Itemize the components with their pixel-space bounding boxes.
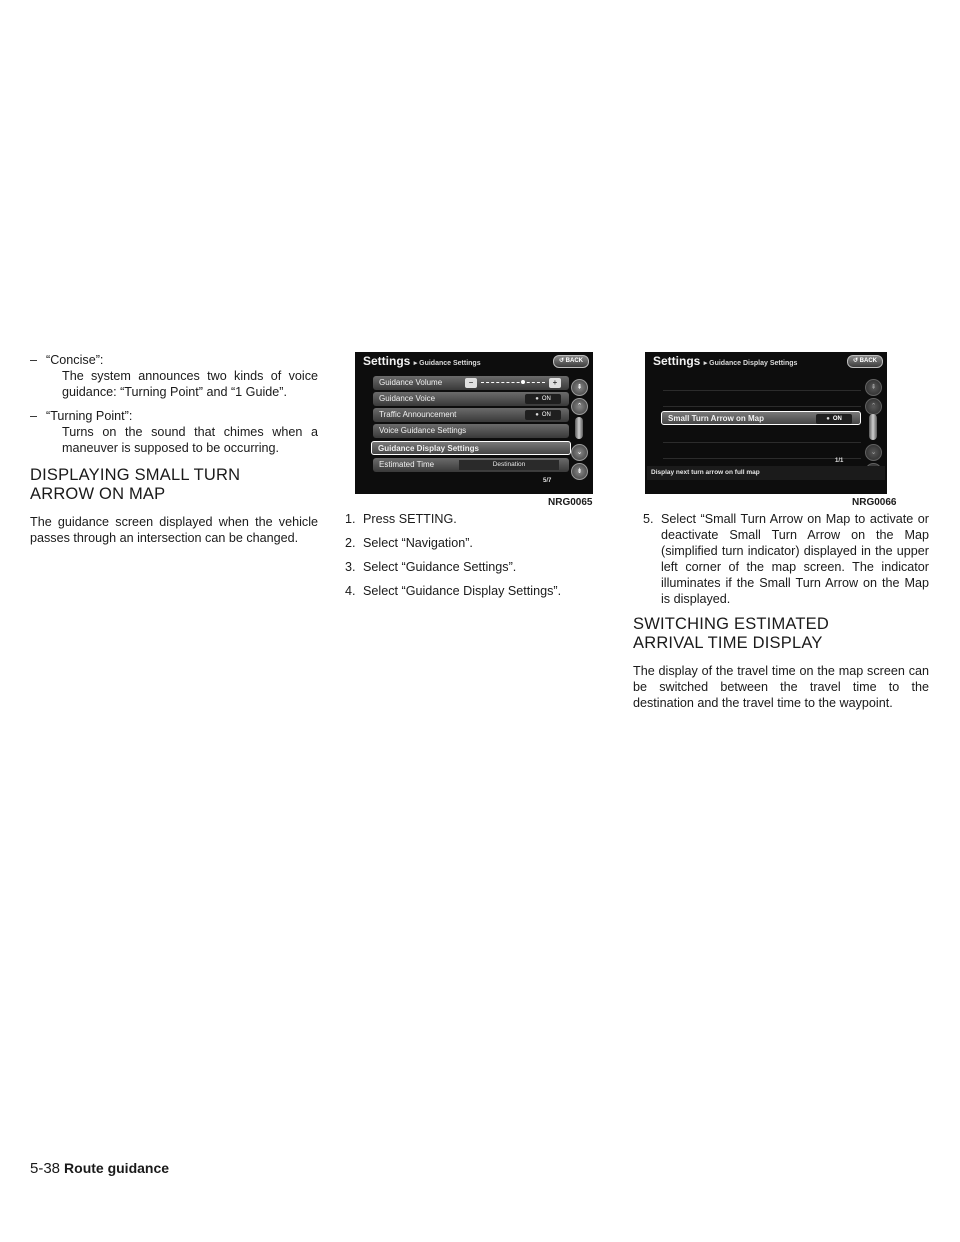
back-label: BACK <box>859 358 878 364</box>
scroll-up-icon[interactable]: ⌃ <box>571 398 588 415</box>
bullet-text: The system announces two kinds of voice guidance: “Turning Point” and “1 Guide”. <box>62 369 318 399</box>
menu-row-label: Guidance Volume <box>379 378 443 387</box>
menu-row-guidance-volume[interactable] <box>373 376 569 390</box>
status-bar <box>647 466 885 480</box>
bullet-turning-point <box>30 408 318 456</box>
right-column <box>633 511 929 711</box>
empty-row <box>663 376 861 391</box>
volume-minus-button[interactable]: − <box>465 378 477 388</box>
step-number: 1. <box>345 512 356 526</box>
scrollbar[interactable] <box>869 414 877 440</box>
screen-title-text: Settings <box>653 354 701 368</box>
back-button[interactable] <box>553 355 589 368</box>
menu-row-small-turn-arrow[interactable] <box>661 411 861 425</box>
toggle-on-indicator: ● ON <box>816 414 852 424</box>
menu-row-voice-guidance-settings[interactable] <box>373 424 569 438</box>
status-text: Display next turn arrow on full map <box>651 469 760 476</box>
menu-row-estimated-time[interactable] <box>373 458 569 472</box>
screen-breadcrumb: ▸ Guidance Settings <box>413 360 481 367</box>
scroll-bottom-icon[interactable]: ⇟ <box>571 463 588 480</box>
back-arrow-icon: ↺ <box>558 358 564 364</box>
step-text: Select “Navigation”. <box>363 536 473 550</box>
figure-label: NRG0065 <box>548 497 593 508</box>
step-text: Press SETTING. <box>363 512 457 526</box>
menu-row-guidance-voice[interactable] <box>373 392 569 406</box>
empty-row <box>663 392 861 407</box>
toggle-on-indicator: ● ON <box>525 394 561 404</box>
section-heading-estimated-arrival: SWITCHING ESTIMATED ARRIVAL TIME DISPLAY <box>633 615 829 652</box>
section-name: Route guidance <box>64 1160 170 1176</box>
middle-column <box>345 511 625 607</box>
menu-row-label: Guidance Voice <box>379 394 436 403</box>
step-number: 5. <box>643 512 654 526</box>
page-number: 5-38 <box>30 1160 61 1177</box>
step-2 <box>345 535 625 551</box>
section-heading-small-turn-arrow: DISPLAYING SMALL TURN ARROW ON MAP <box>30 466 241 503</box>
bullet-dash: – <box>30 409 38 423</box>
scroll-top-icon[interactable]: ⇞ <box>865 379 882 396</box>
page-indicator: 1/1 <box>835 458 844 464</box>
step-text: Select “Guidance Settings”. <box>363 560 517 574</box>
empty-row <box>663 428 861 443</box>
screen-title <box>363 354 481 368</box>
left-column <box>30 352 318 546</box>
menu-row-label: Estimated Time <box>379 460 435 469</box>
menu-row-label: Traffic Announcement <box>379 410 457 419</box>
step-number: 4. <box>345 584 356 598</box>
menu-row-traffic-announcement[interactable] <box>373 408 569 422</box>
toggle-on-indicator: ● ON <box>525 410 561 420</box>
back-arrow-icon: ↺ <box>852 358 858 364</box>
screen-title-text: Settings <box>363 354 411 368</box>
bullet-dash: – <box>30 353 38 367</box>
section-paragraph: The guidance screen displayed when the vehicle passes through an intersection can be changed. <box>30 515 318 545</box>
empty-row <box>663 444 861 459</box>
step-5 <box>633 511 929 607</box>
section-paragraph: The display of the travel time on the map screen can be switched between the travel time to the destination and the travel time to the waypoint. <box>633 664 929 710</box>
screen-title <box>653 354 797 368</box>
step-1 <box>345 511 625 527</box>
menu-row-label: Small Turn Arrow on Map <box>668 414 765 423</box>
scroll-up-icon[interactable]: ⌃ <box>865 398 882 415</box>
volume-slider-knob[interactable] <box>521 380 525 384</box>
step-number: 2. <box>345 536 356 550</box>
back-button[interactable] <box>847 355 883 368</box>
page-footer <box>30 1160 169 1177</box>
page-indicator: 5/7 <box>543 478 552 484</box>
menu-row-guidance-display-settings[interactable] <box>371 441 571 455</box>
scroll-top-icon[interactable]: ⇞ <box>571 379 588 396</box>
menu-row-label: Voice Guidance Settings <box>379 426 467 435</box>
figure-label: NRG0066 <box>852 497 897 508</box>
volume-plus-button[interactable]: + <box>549 378 561 388</box>
estimated-time-value: Destination <box>459 460 559 470</box>
scroll-down-icon[interactable]: ⌄ <box>865 444 882 461</box>
bullet-concise <box>30 352 318 400</box>
step-text: Select “Small Turn Arrow on Map to activate or deactivate Small Turn Arrow on the Map (simplified turn indicator) displayed in the upper left corner of the map screen. The indicator illuminates if the Small Turn Arrow on the Map is displayed. <box>661 512 929 606</box>
screen-breadcrumb: ▸ Guidance Display Settings <box>703 360 798 367</box>
step-4 <box>345 583 625 599</box>
scroll-down-icon[interactable]: ⌄ <box>571 444 588 461</box>
bullet-text: Turns on the sound that chimes when a maneuver is supposed to be occurring. <box>62 425 318 455</box>
nav-screen-guidance-settings <box>355 352 593 494</box>
step-3 <box>345 559 625 575</box>
volume-slider-track[interactable] <box>481 382 545 384</box>
step-text: Select “Guidance Display Settings”. <box>363 584 562 598</box>
step-number: 3. <box>345 560 356 574</box>
scrollbar[interactable] <box>575 417 583 439</box>
back-label: BACK <box>565 358 584 364</box>
nav-screen-guidance-display-settings <box>645 352 887 494</box>
bullet-term: “Concise”: <box>46 353 104 367</box>
menu-row-label: Guidance Display Settings <box>378 444 479 453</box>
bullet-term: “Turning Point”: <box>46 409 133 423</box>
